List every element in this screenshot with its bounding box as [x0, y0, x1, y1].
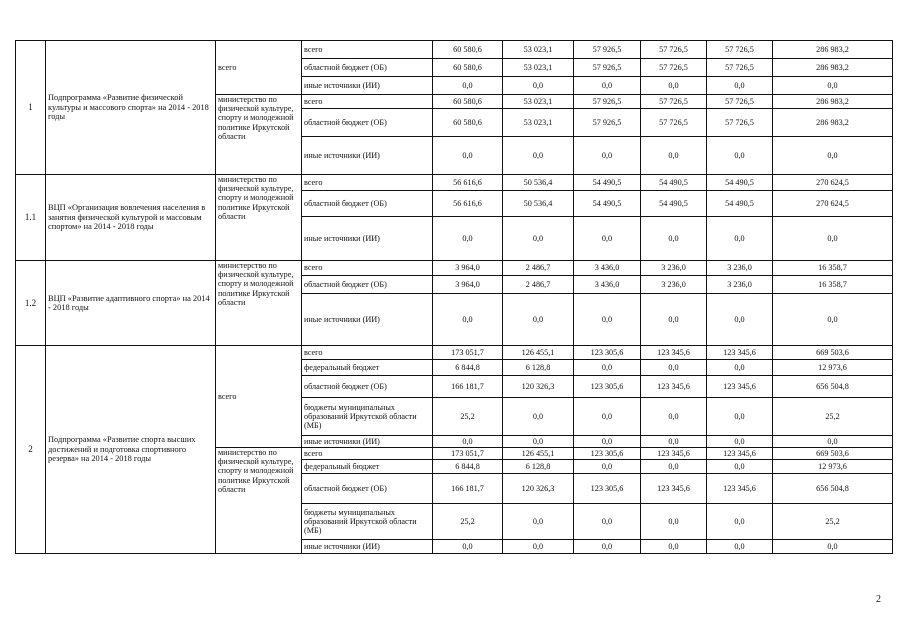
value-cell: 0,0 — [707, 460, 773, 474]
value-cell: 53 023,1 — [503, 109, 574, 137]
total-cell: 0,0 — [773, 137, 893, 175]
value-cell: 123 345,6 — [641, 448, 707, 460]
value-cell: 25,2 — [433, 504, 503, 540]
value-cell: 0,0 — [574, 217, 641, 261]
funding-source: областной бюджет (ОБ) — [302, 109, 433, 137]
executor: всего — [216, 346, 302, 448]
value-cell: 0,0 — [503, 217, 574, 261]
funding-source: иные источники (ИИ) — [302, 436, 433, 448]
value-cell: 54 490,5 — [574, 175, 641, 191]
value-cell: 173 051,7 — [433, 346, 503, 360]
value-cell: 54 490,5 — [574, 191, 641, 217]
value-cell: 0,0 — [503, 137, 574, 175]
value-cell: 6 844,8 — [433, 460, 503, 474]
value-cell: 123 305,6 — [574, 346, 641, 360]
executor: министерство по физической культуре, спорту и молодежной политике Иркутской области — [216, 95, 302, 175]
value-cell: 0,0 — [641, 294, 707, 346]
total-cell: 16 358,7 — [773, 261, 893, 276]
funding-source: иные источники (ИИ) — [302, 294, 433, 346]
funding-source: всего — [302, 41, 433, 59]
value-cell: 0,0 — [641, 436, 707, 448]
value-cell: 3 964,0 — [433, 261, 503, 276]
value-cell: 0,0 — [433, 436, 503, 448]
value-cell: 0,0 — [574, 460, 641, 474]
value-cell: 57 726,5 — [641, 109, 707, 137]
value-cell: 0,0 — [574, 294, 641, 346]
value-cell: 57 926,5 — [574, 109, 641, 137]
executor: министерство по физической культуре, спорту и молодежной политике Иркутской области — [216, 175, 302, 261]
value-cell: 0,0 — [503, 504, 574, 540]
value-cell: 54 490,5 — [641, 191, 707, 217]
value-cell: 0,0 — [707, 137, 773, 175]
value-cell: 3 236,0 — [641, 261, 707, 276]
value-cell: 173 051,7 — [433, 448, 503, 460]
value-cell: 123 345,6 — [707, 474, 773, 504]
total-cell: 0,0 — [773, 436, 893, 448]
funding-source: областной бюджет (ОБ) — [302, 191, 433, 217]
total-cell: 656 504,8 — [773, 474, 893, 504]
value-cell: 54 490,5 — [707, 175, 773, 191]
budget-table — [15, 40, 893, 554]
total-cell: 25,2 — [773, 398, 893, 436]
total-cell: 25,2 — [773, 504, 893, 540]
value-cell: 0,0 — [433, 217, 503, 261]
value-cell: 0,0 — [707, 540, 773, 554]
value-cell: 0,0 — [574, 398, 641, 436]
program-name: Подпрограмма «Развитие физической культуры и массового спорта» на 2014 - 2018 годы — [46, 41, 216, 175]
value-cell: 3 436,0 — [574, 276, 641, 294]
value-cell: 0,0 — [707, 77, 773, 95]
value-cell: 3 436,0 — [574, 261, 641, 276]
value-cell: 2 486,7 — [503, 261, 574, 276]
value-cell: 0,0 — [641, 460, 707, 474]
value-cell: 166 181,7 — [433, 376, 503, 398]
value-cell: 0,0 — [641, 360, 707, 376]
value-cell: 57 726,5 — [707, 109, 773, 137]
funding-source: областной бюджет (ОБ) — [302, 59, 433, 77]
total-cell: 286 983,2 — [773, 109, 893, 137]
value-cell: 57 726,5 — [641, 95, 707, 109]
row-number: 1 — [16, 41, 46, 175]
value-cell: 3 236,0 — [641, 276, 707, 294]
row-number: 1.2 — [16, 261, 46, 346]
value-cell: 57 726,5 — [641, 41, 707, 59]
funding-source: бюджеты муниципальных образований Иркутской области (МБ) — [302, 504, 433, 540]
value-cell: 0,0 — [707, 436, 773, 448]
value-cell: 6 128,8 — [503, 460, 574, 474]
value-cell: 57 926,5 — [574, 41, 641, 59]
executor: министерство по физической культуре, спорту и молодежной политике Иркутской области — [216, 261, 302, 346]
value-cell: 0,0 — [503, 540, 574, 554]
value-cell: 0,0 — [503, 436, 574, 448]
value-cell: 0,0 — [707, 504, 773, 540]
total-cell: 669 503,6 — [773, 448, 893, 460]
funding-source: всего — [302, 95, 433, 109]
value-cell: 25,2 — [433, 398, 503, 436]
funding-source: иные источники (ИИ) — [302, 77, 433, 95]
value-cell: 0,0 — [503, 294, 574, 346]
value-cell: 0,0 — [574, 436, 641, 448]
value-cell: 0,0 — [433, 294, 503, 346]
value-cell: 60 580,6 — [433, 41, 503, 59]
value-cell: 56 616,6 — [433, 175, 503, 191]
value-cell: 50 536,4 — [503, 191, 574, 217]
total-cell: 669 503,6 — [773, 346, 893, 360]
value-cell: 0,0 — [707, 398, 773, 436]
program-name: Подпрограмма «Развитие спорта высших достижений и подготовка спортивного резерва» на 2014 - 2018 годы — [46, 346, 216, 554]
value-cell: 53 023,1 — [503, 59, 574, 77]
funding-source: областной бюджет (ОБ) — [302, 276, 433, 294]
value-cell: 0,0 — [433, 137, 503, 175]
executor: всего — [216, 41, 302, 95]
value-cell: 2 486,7 — [503, 276, 574, 294]
value-cell: 57 726,5 — [707, 95, 773, 109]
value-cell: 123 345,6 — [707, 346, 773, 360]
value-cell: 60 580,6 — [433, 59, 503, 77]
total-cell: 0,0 — [773, 294, 893, 346]
total-cell: 656 504,8 — [773, 376, 893, 398]
row-number: 2 — [16, 346, 46, 554]
total-cell: 270 624,5 — [773, 175, 893, 191]
funding-source: всего — [302, 261, 433, 276]
value-cell: 0,0 — [433, 77, 503, 95]
value-cell: 120 326,3 — [503, 474, 574, 504]
funding-source: всего — [302, 448, 433, 460]
value-cell: 0,0 — [574, 137, 641, 175]
total-cell: 270 624,5 — [773, 191, 893, 217]
program-name: ВЦП «Организация вовлечения населения в занятия физической культурой и массовым спортом» на 2014 - 2018 годы — [46, 175, 216, 261]
funding-source: иные источники (ИИ) — [302, 217, 433, 261]
value-cell: 0,0 — [707, 360, 773, 376]
value-cell: 6 844,8 — [433, 360, 503, 376]
funding-source: областной бюджет (ОБ) — [302, 474, 433, 504]
value-cell: 3 236,0 — [707, 276, 773, 294]
funding-source: федеральный бюджет — [302, 360, 433, 376]
total-cell: 286 983,2 — [773, 95, 893, 109]
value-cell: 57 726,5 — [707, 41, 773, 59]
value-cell: 0,0 — [433, 540, 503, 554]
value-cell: 123 345,6 — [641, 346, 707, 360]
value-cell: 57 926,5 — [574, 59, 641, 77]
executor: министерство по физической культуре, спорту и молодежной политике Иркутской области — [216, 448, 302, 554]
value-cell: 3 236,0 — [707, 261, 773, 276]
funding-source: всего — [302, 175, 433, 191]
value-cell: 0,0 — [574, 504, 641, 540]
value-cell: 0,0 — [503, 77, 574, 95]
value-cell: 60 580,6 — [433, 109, 503, 137]
value-cell: 123 345,6 — [707, 448, 773, 460]
value-cell: 57 926,5 — [574, 95, 641, 109]
value-cell: 166 181,7 — [433, 474, 503, 504]
value-cell: 57 726,5 — [641, 59, 707, 77]
total-cell: 0,0 — [773, 540, 893, 554]
page-number: 2 — [876, 594, 881, 605]
value-cell: 0,0 — [641, 504, 707, 540]
value-cell: 6 128,8 — [503, 360, 574, 376]
funding-source: федеральный бюджет — [302, 460, 433, 474]
value-cell: 53 023,1 — [503, 95, 574, 109]
total-cell: 0,0 — [773, 77, 893, 95]
value-cell: 126 455,1 — [503, 346, 574, 360]
funding-source: иные источники (ИИ) — [302, 540, 433, 554]
value-cell: 50 536,4 — [503, 175, 574, 191]
value-cell: 60 580,6 — [433, 95, 503, 109]
value-cell: 0,0 — [641, 137, 707, 175]
total-cell: 0,0 — [773, 217, 893, 261]
value-cell: 123 305,6 — [574, 448, 641, 460]
row-number: 1.1 — [16, 175, 46, 261]
value-cell: 0,0 — [641, 217, 707, 261]
value-cell: 120 326,3 — [503, 376, 574, 398]
value-cell: 54 490,5 — [707, 191, 773, 217]
funding-source: всего — [302, 346, 433, 360]
value-cell: 53 023,1 — [503, 41, 574, 59]
value-cell: 0,0 — [574, 77, 641, 95]
value-cell: 0,0 — [503, 398, 574, 436]
value-cell: 3 964,0 — [433, 276, 503, 294]
value-cell: 123 345,6 — [707, 376, 773, 398]
value-cell: 56 616,6 — [433, 191, 503, 217]
value-cell: 126 455,1 — [503, 448, 574, 460]
value-cell: 0,0 — [641, 398, 707, 436]
value-cell: 0,0 — [641, 77, 707, 95]
total-cell: 16 358,7 — [773, 276, 893, 294]
value-cell: 123 345,6 — [641, 376, 707, 398]
value-cell: 123 305,6 — [574, 376, 641, 398]
total-cell: 286 983,2 — [773, 41, 893, 59]
value-cell: 0,0 — [707, 294, 773, 346]
total-cell: 12 973,6 — [773, 360, 893, 376]
funding-source: бюджеты муниципальных образований Иркутской области (МБ) — [302, 398, 433, 436]
program-name: ВЦП «Развитие адаптивного спорта» на 2014 - 2018 годы — [46, 261, 216, 346]
total-cell: 12 973,6 — [773, 460, 893, 474]
value-cell: 54 490,5 — [641, 175, 707, 191]
value-cell: 0,0 — [641, 540, 707, 554]
value-cell: 0,0 — [574, 540, 641, 554]
value-cell: 0,0 — [707, 217, 773, 261]
value-cell: 0,0 — [574, 360, 641, 376]
value-cell: 57 726,5 — [707, 59, 773, 77]
funding-source: иные источники (ИИ) — [302, 137, 433, 175]
value-cell: 123 305,6 — [574, 474, 641, 504]
value-cell: 123 345,6 — [641, 474, 707, 504]
funding-source: областной бюджет (ОБ) — [302, 376, 433, 398]
total-cell: 286 983,2 — [773, 59, 893, 77]
